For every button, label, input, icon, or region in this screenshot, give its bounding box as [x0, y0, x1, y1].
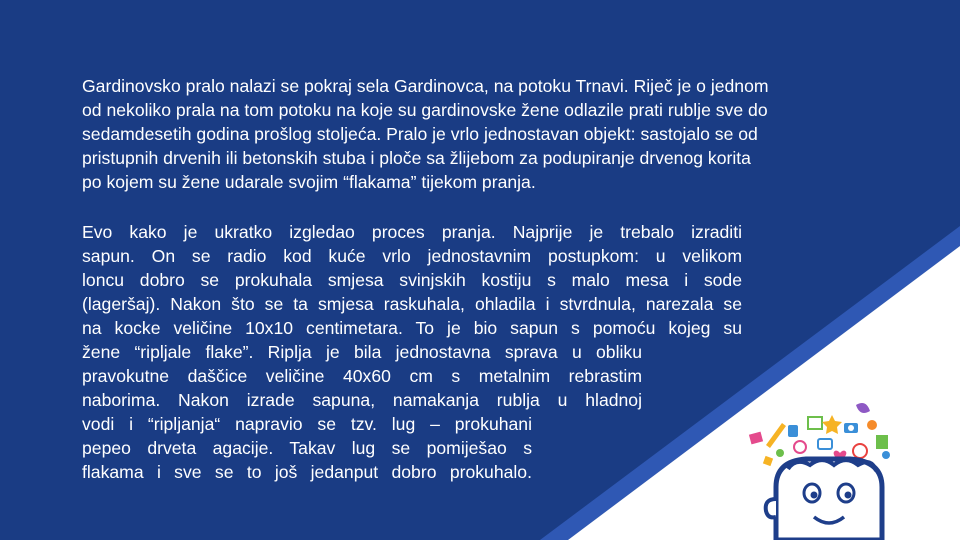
paragraph-2 [82, 220, 842, 484]
text-line: naborima. Nakon izrade sapuna, namakanja rublja u hladnoj [82, 390, 642, 410]
yellow-star-icon [822, 415, 842, 434]
text-line: pepeo drveta agacije. Takav lug se pomiješao s [82, 438, 532, 458]
green-book-icon [876, 435, 888, 449]
pink-circle-icon [794, 441, 806, 453]
text-line: flakama i sve se to još jedanput dobro prokuhalo. [82, 462, 532, 482]
text-line: Gardinovsko pralo nalazi se pokraj sela Gardinovca, na potoku Trnavi. Riječ je o jednom [82, 76, 769, 96]
red-clock-icon [853, 444, 867, 458]
blue-cup-icon [788, 425, 798, 437]
text-line: sedamdesetih godina prošlog stoljeća. Pralo je vrlo jednostavan objekt: sastojalo se od [82, 124, 758, 144]
green-frame-icon [808, 417, 822, 429]
tv-icon [818, 439, 832, 449]
paragraph-1 [82, 74, 842, 194]
text-line: (lageršaj). Nakon što se ta smjesa raskuhala, ohladila i stvrdnula, narezala se [82, 294, 742, 314]
text-line: vodi i “ripljanja“ napravio se tzv. lug – prokuhani [82, 414, 532, 434]
text-line: po kojem su žene udarale svojim “flakama” tijekom pranja. [82, 172, 536, 192]
article-text [82, 74, 842, 484]
text-line: loncu dobro se prokuhala smjesa svinjskih kostiju s malo mesa i sode [82, 270, 742, 290]
yellow-small-block-icon [763, 456, 773, 466]
orange-dot-icon [867, 420, 877, 430]
text-line: Evo kako je ukratko izgledao proces pranja. Najprije je trebalo izraditi [82, 222, 742, 242]
text-line: od nekoliko prala na tom potoku na koje su gardinovske žene odlazile prati rublje sve do [82, 100, 768, 120]
text-line: na kocke veličine 10x10 centimetara. To je bio sapun s pomoću kojeg su [82, 318, 742, 338]
mascot-illustration [736, 395, 960, 540]
text-line: pristupnih drvenih ili betonskih stuba i ploče sa žlijebom za podupiranje drvenog korita [82, 148, 751, 168]
blue-dot-icon [882, 451, 890, 459]
text-line: pravokutne daščice veličine 40x60 cm s metalnim rebrastim [82, 366, 642, 386]
pink-block-icon [749, 432, 763, 445]
camera-lens [848, 425, 854, 431]
text-line: sapun. On se radio kod kuće vrlo jednostavnim postupkom: u velikom [82, 246, 742, 266]
pencil-icon [766, 423, 786, 448]
left-ear [766, 499, 776, 517]
cartoon-head [766, 459, 882, 540]
green-dot-icon [776, 449, 784, 457]
text-line: žene “ripljale flake”. Riplja je bila jednostavna sprava u obliku [82, 342, 642, 362]
purple-leaf-icon [856, 403, 870, 413]
